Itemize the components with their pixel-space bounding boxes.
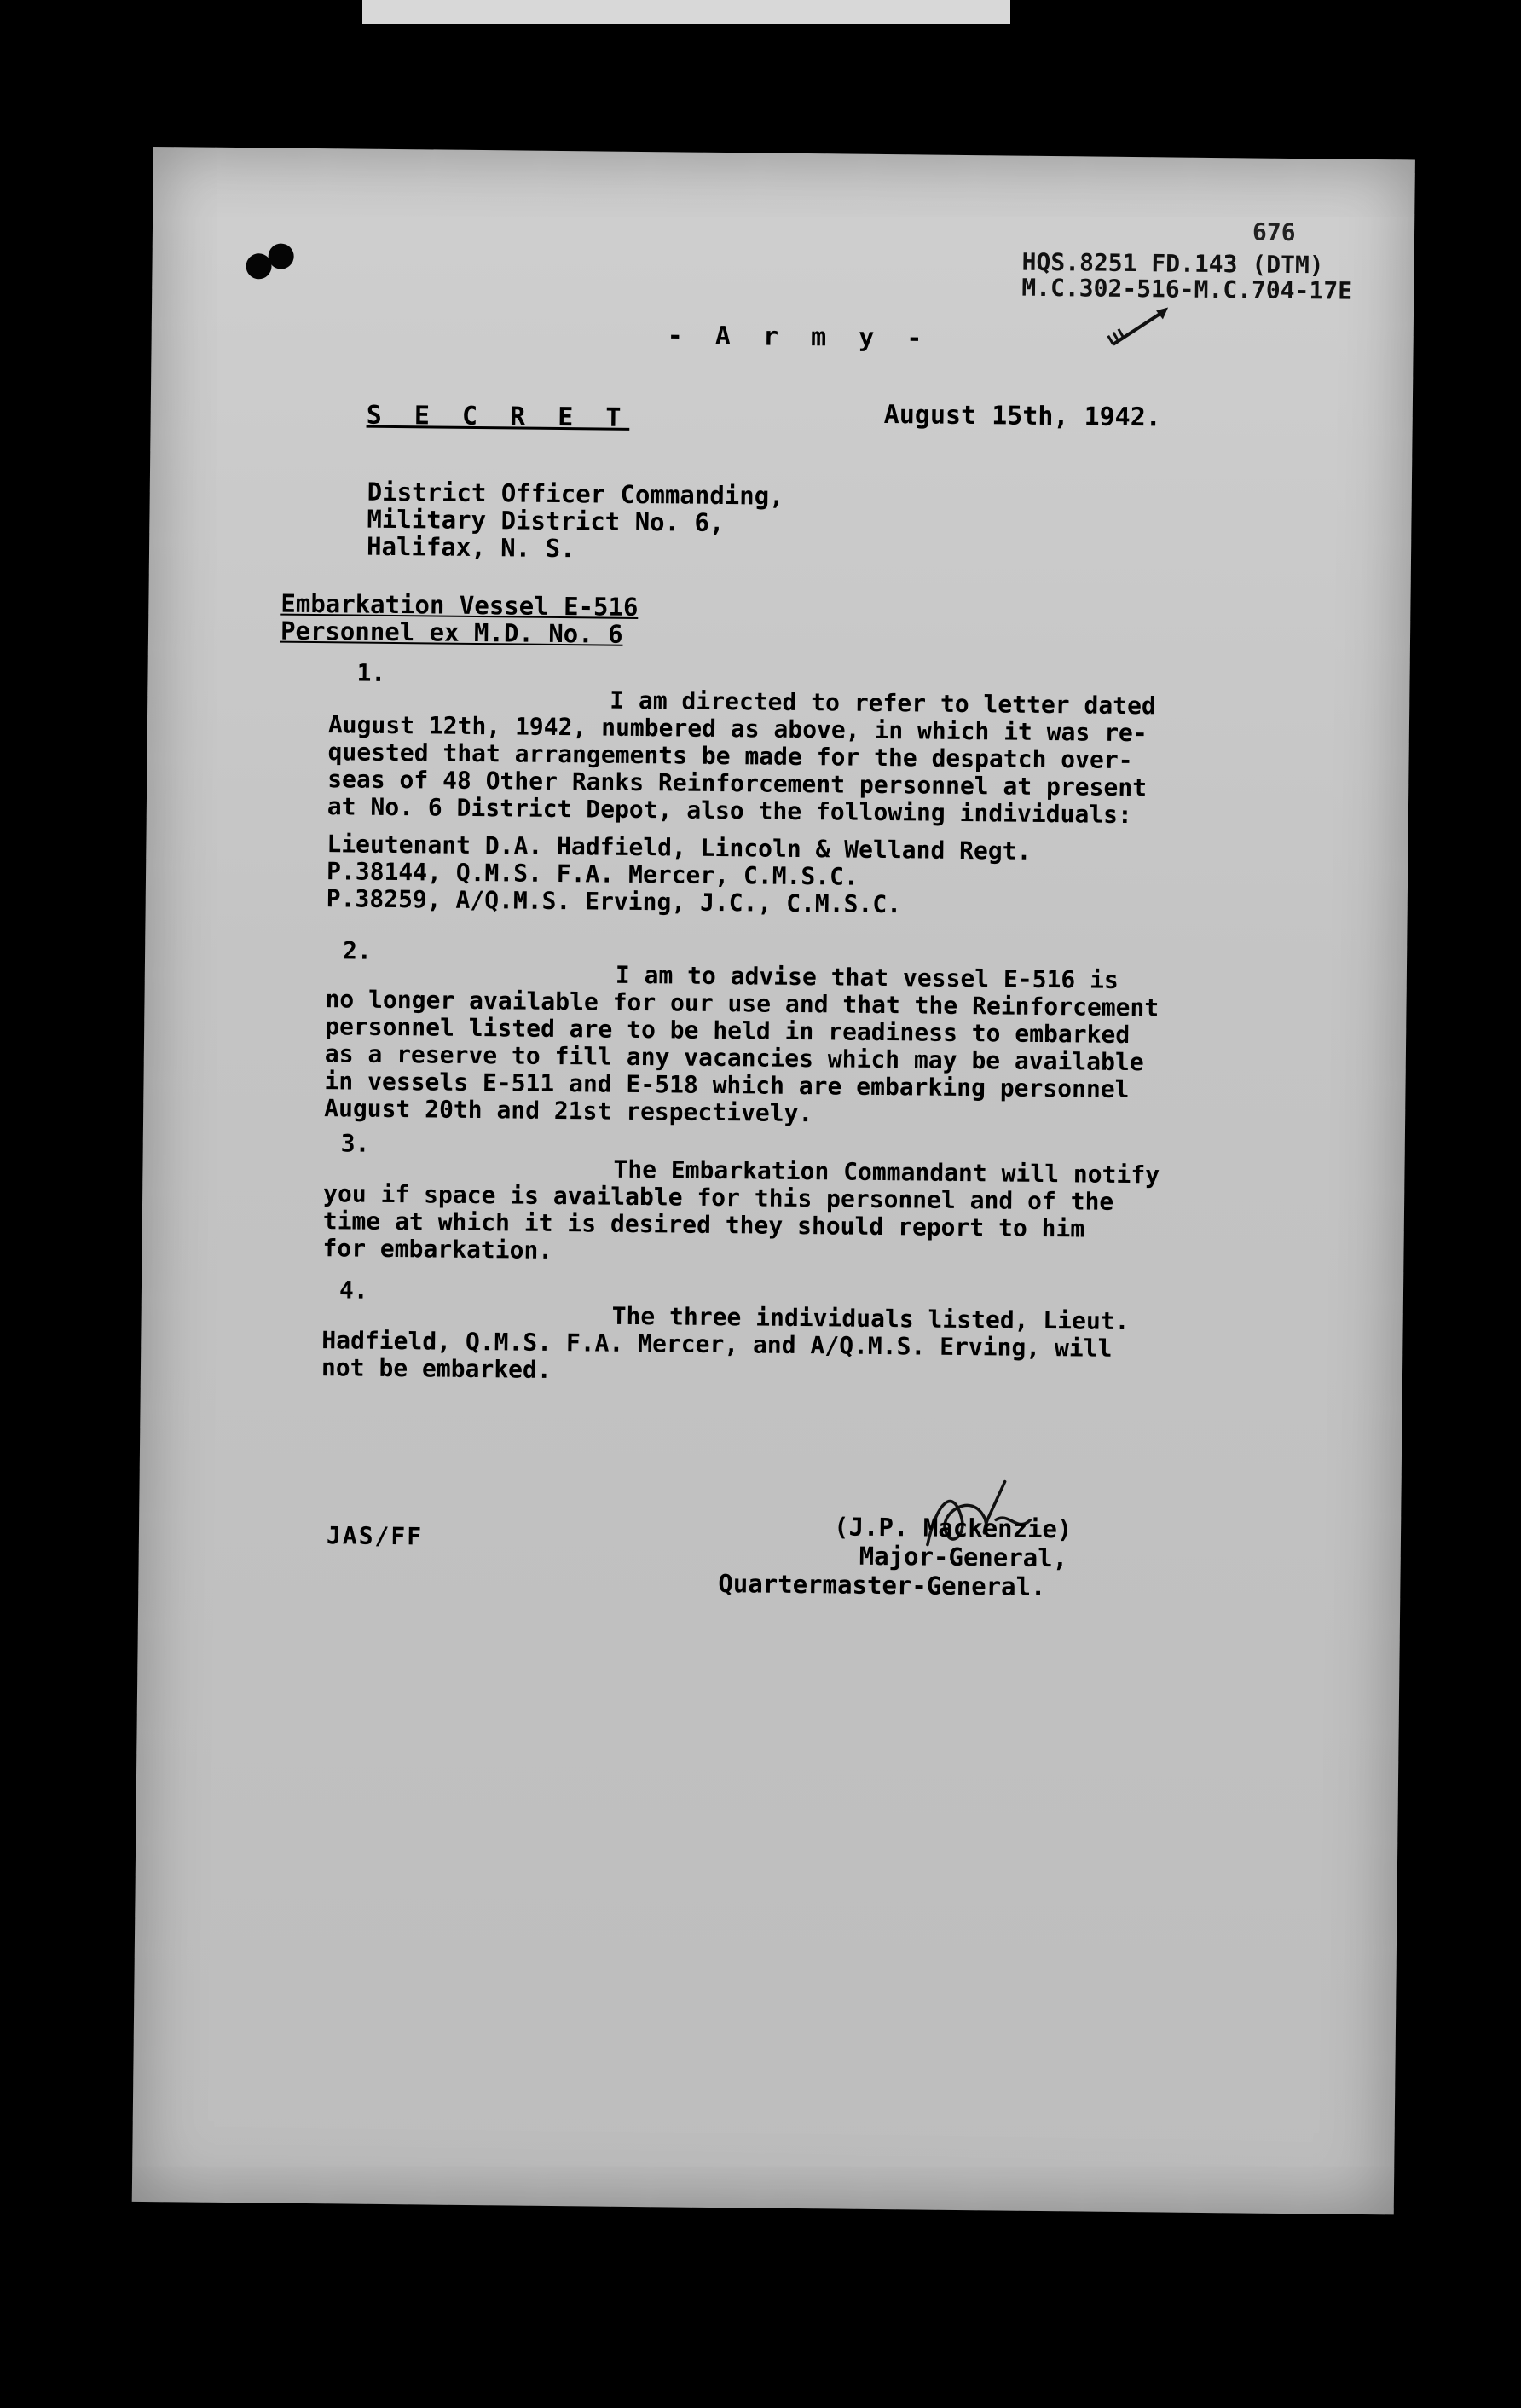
paragraph-3 [322, 1153, 1278, 1272]
paragraph-line: I am directed to refer to letter dated [610, 686, 1156, 721]
paragraph-4 [321, 1300, 1277, 1392]
addressee-line: Halifax, N. S. [366, 531, 575, 564]
paragraph-line: personnel listed are to be held in readiness to embarked [325, 1012, 1131, 1050]
paragraph-line: August 20th and 21st respectively. [324, 1094, 813, 1128]
paragraph-line: Hadfield, Q.M.S. F.A. Mercer, and A/Q.M.S. Erving, will [321, 1326, 1113, 1363]
paragraph-line: The three individuals listed, Lieut. [611, 1301, 1130, 1336]
paragraph-line: I am to advise that vessel E-516 is [615, 960, 1119, 994]
paragraph-number: 1. [356, 658, 386, 687]
punch-hole [269, 243, 294, 269]
paragraph-number: 2. [342, 936, 373, 965]
classification-secret: S E C R E T [366, 400, 630, 433]
addressee-line: District Officer Commanding, [367, 477, 784, 511]
paragraph-line: in vessels E-511 and E-518 which are embarking personnel [324, 1067, 1130, 1104]
army-heading: - A r m y - [667, 321, 931, 354]
paragraph-2 [324, 958, 1281, 1132]
individuals-list [327, 831, 1282, 923]
addressee-line: Military District No. 6, [367, 504, 725, 538]
paragraph-line: The Embarkation Commandant will notify [613, 1155, 1160, 1190]
list-item: P.38144, Q.M.S. F.A. Mercer, C.M.S.C. [326, 857, 859, 891]
paragraph-line: time at which it is desired they should report to him [322, 1207, 1085, 1243]
signatory-title: Quartermaster-General. [718, 1569, 1046, 1602]
document-page [132, 147, 1415, 2214]
page-number: 676 [1252, 217, 1296, 247]
paragraph-line: quested that arrangements be made for the despatch over- [327, 738, 1133, 775]
signatory-name: (J.P. Mackenzie) [833, 1512, 1073, 1544]
typist-initials: JAS/FF [326, 1521, 424, 1551]
reference-line-1: HQS.8251 FD.143 (DTM) [1021, 247, 1324, 280]
paragraph-number: 4. [338, 1276, 368, 1305]
paragraph-line: not be embarked. [321, 1353, 552, 1384]
paragraph-number: 3. [340, 1129, 370, 1158]
paragraph-line: as a reserve to fill any vacancies which may be available [324, 1039, 1144, 1077]
reference-line-2: M.C.302-516-M.C.704-17E [1021, 273, 1353, 305]
paragraph-1 [327, 684, 1284, 831]
paragraph-line: no longer available for our use and that the Reinforcement [325, 985, 1160, 1022]
letter-date: August 15th, 1942. [883, 399, 1162, 433]
arrow-stamp-icon [1107, 300, 1176, 352]
paragraph-line: you if space is available for this personnel and of the [322, 1179, 1114, 1216]
signatory-rank: Major-General, [859, 1541, 1068, 1573]
subject-line: Personnel ex M.D. No. 6 [280, 616, 623, 649]
list-item: Lieutenant D.A. Hadfield, Lincoln & Welland Regt. [327, 830, 1032, 865]
top-paper-strip [362, 0, 1010, 24]
paragraph-line: seas of 48 Other Ranks Reinforcement personnel at present [327, 765, 1148, 802]
paragraph-line: for embarkation. [322, 1234, 553, 1265]
paragraph-line: at No. 6 District Depot, also the following individuals: [327, 792, 1133, 830]
list-item: P.38259, A/Q.M.S. Erving, J.C., C.M.S.C. [326, 884, 902, 919]
subject-line: Embarkation Vessel E-516 [280, 588, 639, 622]
paragraph-line: August 12th, 1942, numbered as above, in which it was re- [327, 710, 1148, 748]
